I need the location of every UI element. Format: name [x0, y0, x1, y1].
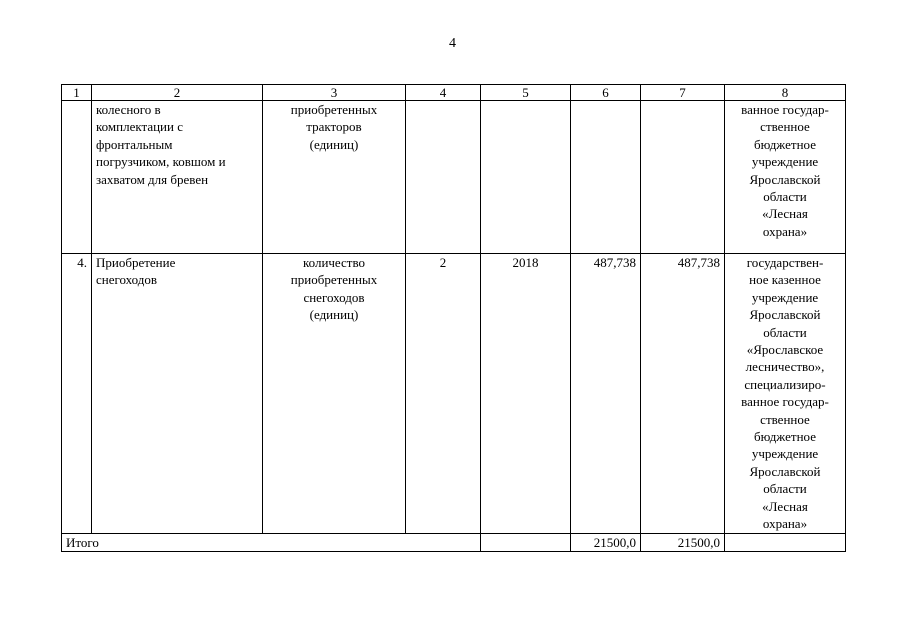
header-col-2: 2: [92, 85, 263, 101]
total-executor: [725, 533, 846, 551]
cell-quantity: [406, 101, 481, 254]
header-col-8: 8: [725, 85, 846, 101]
header-col-1: 1: [62, 85, 92, 101]
total-amount-total: 21500,0: [571, 533, 641, 551]
cell-executor: государствен- ное казенное учреждение Ярославской области «Ярославское лесничество», специализиро- ванное государ- ственное бюджетное учреждение Ярославской области «Лесная охрана»: [725, 254, 846, 534]
header-col-3: 3: [263, 85, 406, 101]
cell-quantity: 2: [406, 254, 481, 534]
cell-year: [481, 101, 571, 254]
total-label: Итого: [62, 533, 481, 551]
header-col-5: 5: [481, 85, 571, 101]
table-header-row: [62, 85, 846, 101]
cell-number: [62, 101, 92, 254]
total-amount-year: 21500,0: [641, 533, 725, 551]
cell-executor: ванное государ- ственное бюджетное учреждение Ярославской области «Лесная охрана»: [725, 101, 846, 254]
cell-indicator: количество приобретенных снегоходов (единиц): [263, 254, 406, 534]
table-row-total: [62, 533, 846, 551]
total-year: [481, 533, 571, 551]
cell-amount-year: [641, 101, 725, 254]
data-table: [61, 84, 846, 552]
header-col-7: 7: [641, 85, 725, 101]
cell-amount-total: 487,738: [571, 254, 641, 534]
cell-amount-total: [571, 101, 641, 254]
cell-indicator: приобретенных тракторов (единиц): [263, 101, 406, 254]
cell-name: Приобретение снегоходов: [92, 254, 263, 534]
table-row-4: [62, 254, 846, 534]
cell-number: 4.: [62, 254, 92, 534]
cell-amount-year: 487,738: [641, 254, 725, 534]
page-number: 4: [449, 36, 456, 51]
cell-name: колесного в комплектации с фронтальным погрузчиком, ковшом и захватом для бревен: [92, 101, 263, 254]
header-col-4: 4: [406, 85, 481, 101]
table-row-continuation: [62, 101, 846, 254]
cell-year: 2018: [481, 254, 571, 534]
header-col-6: 6: [571, 85, 641, 101]
